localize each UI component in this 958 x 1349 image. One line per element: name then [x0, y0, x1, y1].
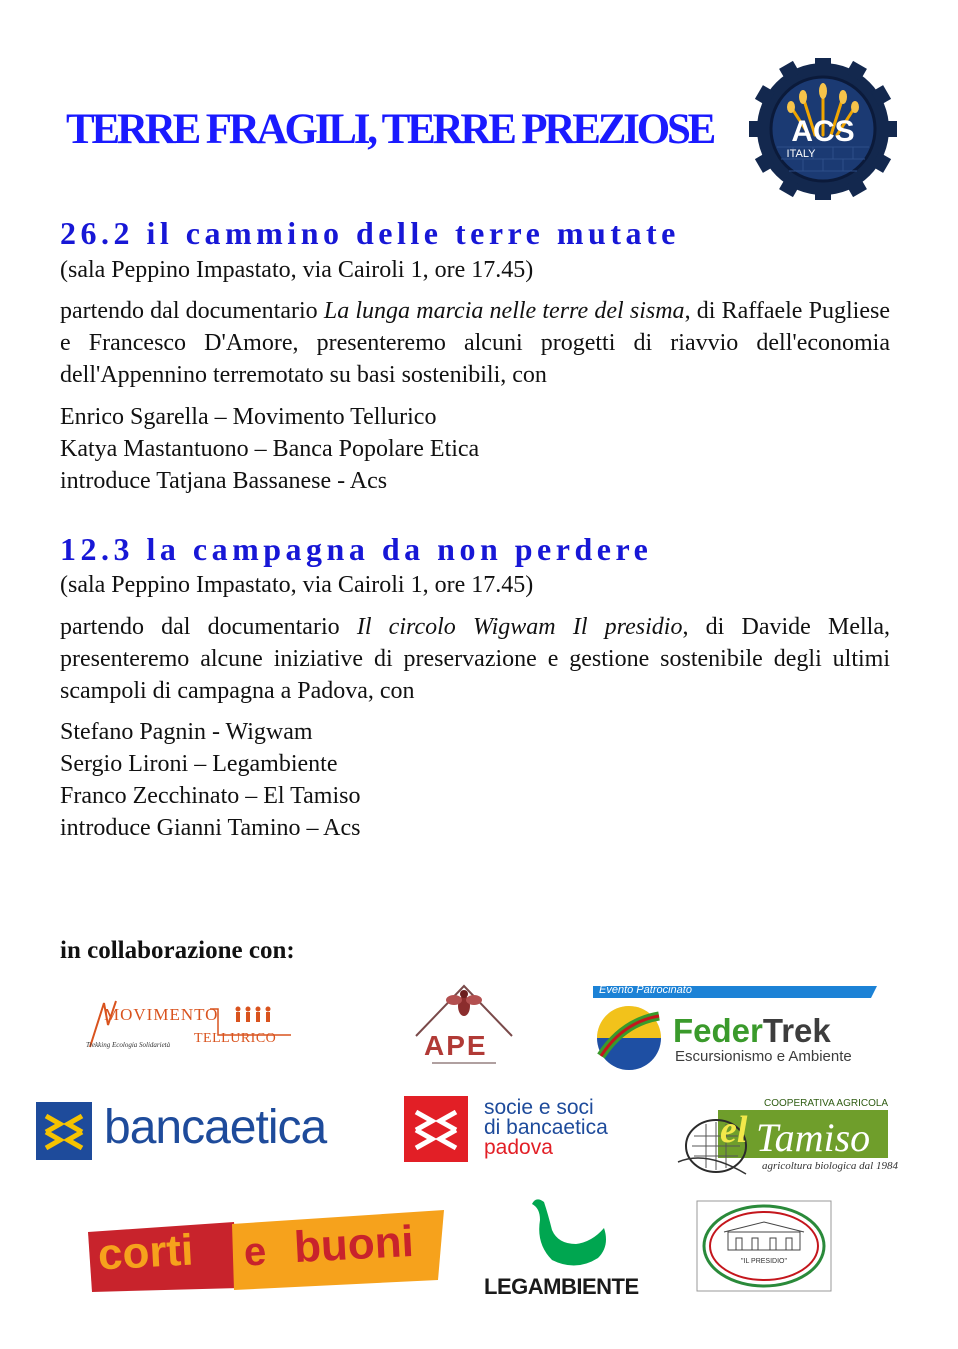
- legambiente-swan-icon: [480, 1194, 664, 1274]
- corti-e-text: e: [242, 1229, 268, 1275]
- event-2-location: (sala Peppino Impastato, via Cairoli 1, ore 17.45): [60, 572, 534, 598]
- event-1-description: [60, 295, 890, 391]
- movimento-tagline: Trekking Ecologia Solidarietà: [86, 1041, 171, 1049]
- legambiente-logo: [480, 1194, 664, 1304]
- tamiso-el-text: el: [720, 1109, 748, 1151]
- socie-line-1: socie e soci: [484, 1096, 594, 1119]
- event-1-speakers: [60, 401, 479, 497]
- event-1-heading: 26.2 il cammino delle terre mutate: [60, 215, 680, 251]
- movimento-text: MOVIMENTO: [104, 1005, 219, 1024]
- legambiente-text: LEGAMBIENTE: [484, 1274, 639, 1299]
- svg-text:ITALY: ITALY: [786, 148, 816, 160]
- il-presidio-mark: [696, 1200, 832, 1292]
- buoni-text: buoni: [292, 1216, 415, 1273]
- corti-e-buoni-logo: [84, 1210, 448, 1294]
- socie-soci-mark: [404, 1096, 468, 1162]
- event-2-desc-after: , di Davide Mella, presenteremo alcune iniziative di preservazione e gestione sostenibile degli ultimi scampoli di campagna a Padova, con: [60, 614, 890, 704]
- event-1-location: (sala Peppino Impastato, via Cairoli 1, ore 17.45): [60, 257, 534, 283]
- federtrek-sub: Escursionismo e Ambiente: [675, 1048, 852, 1065]
- speaker-line: introduce Tatjana Bassanese - Acs: [60, 468, 388, 494]
- speaker-line: introduce Gianni Tamino – Acs: [60, 815, 361, 841]
- event-2-heading: 12.3 la campagna da non perdere: [60, 531, 653, 567]
- tellurico-text: TELLURICO: [194, 1031, 277, 1046]
- acs-logo: [747, 58, 899, 200]
- speaker-line: Enrico Sgarella – Movimento Tellurico: [60, 404, 437, 430]
- socie-line-2: di bancaetica: [484, 1116, 608, 1139]
- event-1-desc-before: partendo dal documentario: [60, 298, 324, 324]
- el-tamiso-logo: [676, 1096, 898, 1186]
- ape-logo: [410, 982, 518, 1068]
- speaker-line: Sergio Lironi – Legambiente: [60, 751, 338, 777]
- socie-soci-logo: [404, 1096, 654, 1162]
- federtrek-name-a: Feder: [673, 1012, 763, 1049]
- speaker-line: Katya Mastantuono – Banca Popolare Etica: [60, 436, 480, 462]
- bancaetica-logo: [36, 1102, 386, 1160]
- event-2-description: [60, 611, 890, 707]
- page-title: TERRE FRAGILI, TERRE PREZIOSE: [66, 106, 714, 153]
- corti-text: corti: [96, 1225, 195, 1280]
- federtrek-banner: Evento Patrocinato: [599, 984, 692, 996]
- speaker-line: Stefano Pagnin - Wigwam: [60, 719, 313, 745]
- presidio-label: "IL PRESIDIO": [741, 1258, 787, 1265]
- svg-text:ACS: ACS: [791, 115, 855, 148]
- federtrek-logo: [593, 982, 883, 1072]
- collaboration-label: in collaborazione con:: [60, 937, 295, 964]
- tamiso-name-text: Tamiso: [756, 1115, 871, 1160]
- socie-line-3: padova: [484, 1136, 553, 1159]
- movimento-tellurico-logo: [86, 995, 296, 1055]
- bancaetica-mark: [36, 1102, 92, 1160]
- event-1-film-title: La lunga marcia nelle terre del sisma: [323, 298, 685, 324]
- bancaetica-text: bancaetica: [104, 1101, 327, 1154]
- speaker-line: Franco Zecchinato – El Tamiso: [60, 783, 361, 809]
- socie-soci-text: [484, 1098, 608, 1158]
- il-presidio-logo: [696, 1200, 832, 1292]
- tamiso-top-text: COOPERATIVA AGRICOLA: [764, 1098, 889, 1109]
- event-2-speakers: [60, 716, 361, 844]
- tamiso-sub-text: agricoltura biologica dal 1984: [762, 1160, 898, 1172]
- event-1-desc-after: , di Raffaele Pugliese e Francesco D'Amore, presenteremo alcuni progetti di riavvio dell'economia dell'Appennino terremotato su basi sostenibili, con: [60, 298, 890, 388]
- federtrek-name: [673, 1012, 831, 1050]
- federtrek-name-b: Trek: [762, 1012, 831, 1049]
- ape-text: APE: [424, 1030, 488, 1061]
- event-2-film-title: Il circolo Wigwam Il presidio: [356, 614, 683, 640]
- event-2-desc-before: partendo dal documentario: [60, 614, 357, 640]
